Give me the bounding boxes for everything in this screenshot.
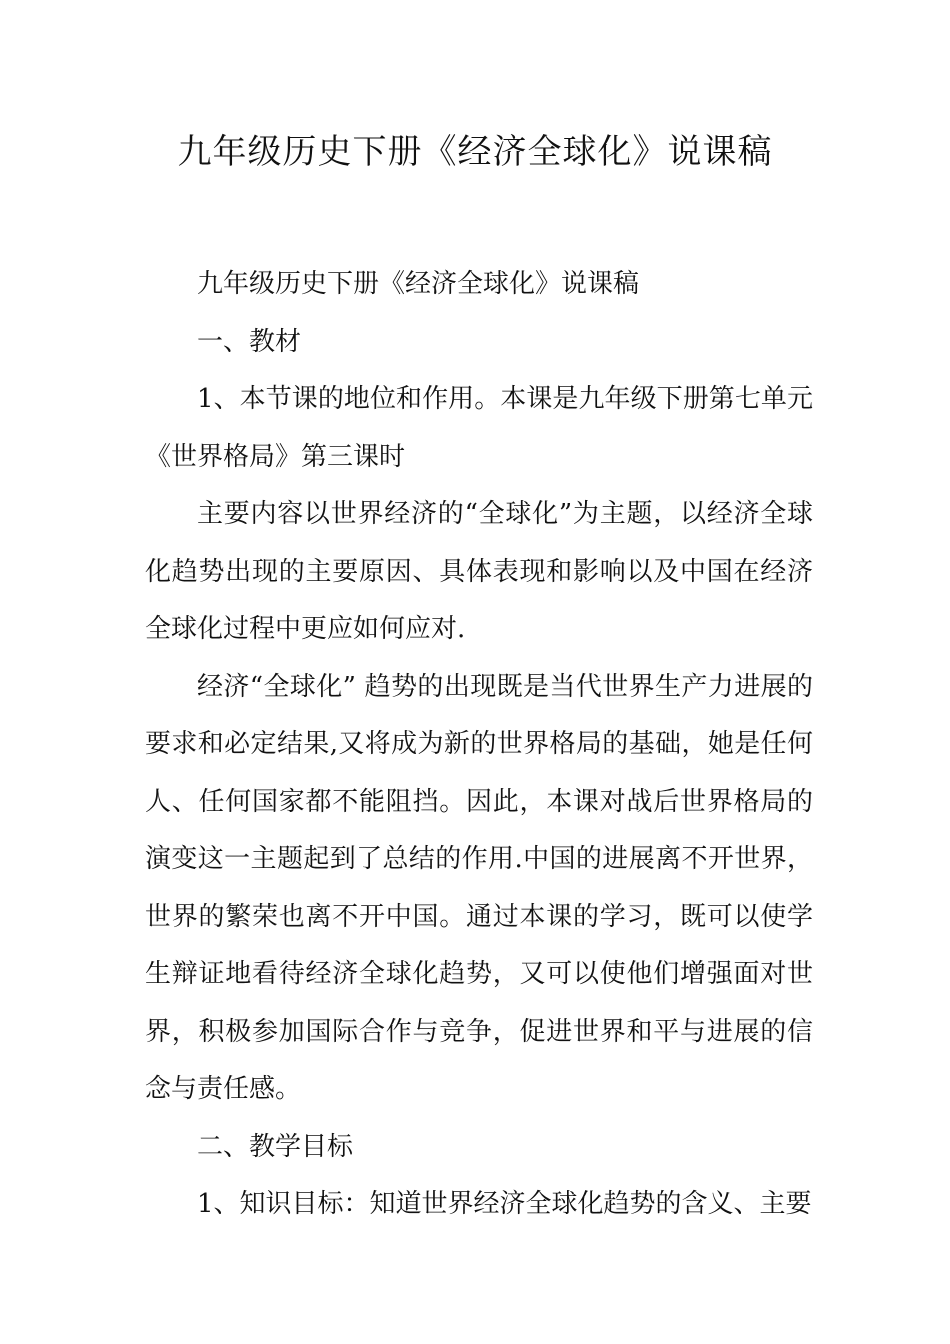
document-title: 九年级历史下册《经济全球化》说课稿 xyxy=(177,132,773,172)
paragraph-main-content: 主要内容以世界经济的“全球化”为主题，以经济全球化趋势出现的主要原因、具体表现和影响以及中国在经济全球化过程中更应如何应对. xyxy=(145,499,813,644)
paragraph-section-teaching-goals: 二、教学目标 xyxy=(197,1131,354,1162)
document-body xyxy=(145,256,813,1234)
paragraph-knowledge-goal: 1、知识目标：知道世界经济全球化趋势的含义、主要 xyxy=(197,1189,812,1219)
paragraph-section-teaching-material: 一、教材 xyxy=(197,326,302,357)
paragraph-globalization-trend: 经济“全球化” 趋势的出现既是当代世界生产力进展的要求和必定结果,又将成为新的世界格局的基础，她是任何人、任何国家都不能阻挡。因此，本课对战后世界格局的演变这一主题起到了总结的作用.中国的进展离不开世界，世界的繁荣也离不开中国。通过本课的学习，既可以使学生辩证地看待经济全球化趋势，又可以使他们增强面对世界，积极参加国际合作与竞争，促进世界和平与进展的信念与责任感。 xyxy=(145,671,813,1104)
paragraph-subtitle: 九年级历史下册《经济全球化》说课稿 xyxy=(197,269,640,299)
paragraph-position-and-role: 1、本节课的地位和作用。本课是九年级下册第七单元《世界格局》第三课时 xyxy=(145,384,813,472)
